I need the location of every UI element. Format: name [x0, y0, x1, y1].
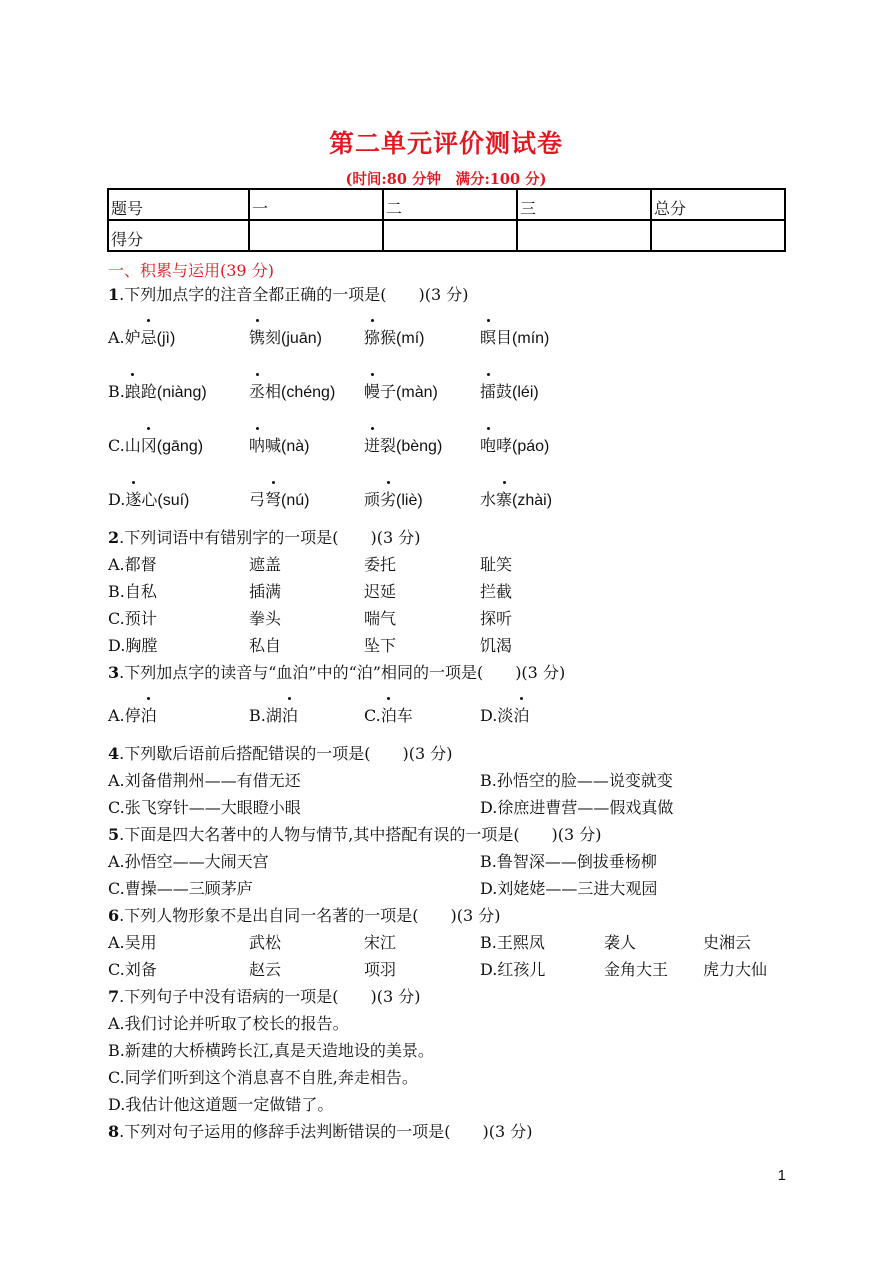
score-cell[interactable] [517, 220, 651, 251]
page-number: 1 [777, 1167, 786, 1184]
option-text: (zhài) [512, 492, 553, 509]
q6-option-word: A.吴用 [108, 933, 157, 952]
q1-option-item [108, 489, 189, 512]
option-text: 子 [380, 382, 397, 401]
score-header-cell: 三 [517, 189, 651, 220]
q6-option-word: D.红孩儿 [480, 960, 546, 979]
q1-option-item [249, 381, 335, 404]
q2-option-word: B.自私 [108, 582, 157, 601]
dotted-character: 泊 [513, 706, 530, 725]
q6-option-word: 宋江 [364, 933, 397, 952]
dotted-character: 冈 [140, 436, 157, 455]
q6-option-word: 袭人 [604, 933, 637, 952]
q1-option-item [480, 381, 539, 404]
option-text: (bèng) [396, 438, 443, 455]
dotted-character: 猕 [364, 328, 381, 347]
option-text: (mín) [512, 330, 550, 347]
score-table [107, 188, 786, 252]
option-text: (nà) [281, 438, 310, 455]
option-text: (nú) [281, 492, 310, 509]
page-title: 第二单元评价测试卷 [328, 129, 563, 158]
q4-option-c: C.张飞穿针——大眼瞪小眼 [108, 798, 301, 817]
q3-option [108, 705, 157, 727]
q2-option-word: 饥渴 [480, 636, 513, 655]
dotted-character: 瞑 [480, 328, 497, 347]
q2-option-word: 遮盖 [249, 555, 282, 574]
q1-option-item [480, 327, 549, 350]
option-text: (chéng) [281, 384, 336, 401]
q4-option-d: D.徐庶进曹营——假戏真做 [480, 798, 674, 817]
q2-option-word: 探听 [480, 609, 513, 628]
option-text: 哮 [496, 436, 513, 455]
question-5: 5.下面是四大名著中的人物与情节,其中搭配有误的一项是( )(3 分) [108, 825, 602, 844]
question-8: 8.下列对句子运用的修辞手法判断错误的一项是( )(3 分) [108, 1122, 533, 1141]
option-text: 猴 [380, 328, 397, 347]
dotted-character: 丞 [249, 382, 266, 401]
option-text: 相 [265, 382, 282, 401]
q2-option-word: 私自 [249, 636, 282, 655]
option-letter: A. [108, 328, 125, 347]
q1-option-item [480, 489, 552, 512]
q2-option-word: D.胸膛 [108, 636, 158, 655]
q7-option-a: A.我们讨论并听取了校长的报告。 [108, 1014, 349, 1033]
option-text: 水 [480, 490, 497, 509]
option-text: (suí) [157, 492, 190, 509]
option-text: (juān) [281, 330, 322, 347]
option-text: 弓 [249, 490, 266, 509]
score-table-header-row [108, 189, 785, 220]
option-text: (páo) [512, 438, 550, 455]
q1-option-item [249, 435, 309, 458]
q5-option-c: C.曹操——三顾茅庐 [108, 879, 253, 898]
option-text: (gāng) [156, 438, 204, 455]
option-text: 心 [141, 490, 158, 509]
q1-option-item [249, 327, 322, 350]
dotted-character: 幔 [364, 382, 381, 401]
option-text: 喊 [265, 436, 282, 455]
dotted-character: 泊 [380, 706, 397, 725]
score-cell[interactable] [651, 220, 785, 251]
q5-option-d: D.刘姥姥——三进大观园 [480, 879, 658, 898]
q5-option-a: A.孙悟空——大闹天宫 [108, 852, 269, 871]
score-table-score-row [108, 220, 785, 251]
q1-option-item [108, 381, 207, 404]
q7-option-d: D.我估计他这道题一定做错了。 [108, 1095, 334, 1114]
q1-option-item [364, 435, 442, 458]
option-text: 鼓 [496, 382, 513, 401]
question-7: 7.下列句子中没有语病的一项是( )(3 分) [108, 987, 421, 1006]
dotted-character: 劣 [380, 490, 397, 509]
q6-option-word: 项羽 [364, 960, 397, 979]
q1-option-item [364, 327, 424, 350]
q6-option-word: B.王熙凤 [480, 933, 545, 952]
q1-option-item [364, 381, 438, 404]
q2-option-word: 坠下 [364, 636, 397, 655]
q1-option-item [480, 435, 549, 458]
q6-option-word: C.刘备 [108, 960, 157, 979]
option-letter: D. [108, 490, 126, 509]
question-6: 6.下列人物形象不是出自同一名著的一项是( )(3 分) [108, 906, 501, 925]
score-header-cell: 总分 [651, 189, 785, 220]
score-header-cell: 一 [249, 189, 383, 220]
q3-option [480, 705, 529, 727]
q2-option-word: 插满 [249, 582, 282, 601]
q3-option [249, 705, 298, 727]
option-text: (mí) [396, 330, 425, 347]
option-letter: C. [108, 436, 125, 455]
option-letter: D. [480, 706, 498, 725]
q1-option-item [249, 489, 309, 512]
dotted-character: 迸 [364, 436, 381, 455]
section-heading: 一、积累与运用(39 分) [108, 261, 274, 280]
q6-option-word: 金角大王 [604, 960, 669, 979]
option-text: 刻 [265, 328, 282, 347]
question-3: 3.下列加点字的读音与“血泊”中的“泊”相同的一项是( )(3 分) [108, 663, 566, 682]
question-2: 2.下列词语中有错别字的一项是( )(3 分) [108, 528, 421, 547]
option-text: 山 [124, 436, 141, 455]
q2-option-word: 委托 [364, 555, 397, 574]
option-text: (màn) [396, 384, 438, 401]
option-text: (léi) [512, 384, 539, 401]
option-text: 妒 [124, 328, 141, 347]
dotted-character: 寨 [496, 490, 513, 509]
q1-option-item [108, 327, 175, 350]
q2-option-word: A.都督 [108, 555, 157, 574]
dotted-character: 踉 [124, 382, 141, 401]
q2-option-word: 拦截 [480, 582, 513, 601]
score-cell[interactable] [249, 220, 383, 251]
option-letter: B. [108, 382, 125, 401]
score-header-cell: 题号 [108, 189, 249, 220]
q5-option-b: B.鲁智深——倒拔垂杨柳 [480, 852, 657, 871]
option-text: 顽 [364, 490, 381, 509]
q7-option-b: B.新建的大桥横跨长江,真是天造地设的美景。 [108, 1041, 434, 1060]
option-letter: B. [249, 706, 266, 725]
option-text: 车 [396, 706, 413, 725]
q2-option-word: 迟延 [364, 582, 397, 601]
dotted-character: 忌 [140, 328, 157, 347]
dotted-character: 泊 [140, 706, 157, 725]
q4-option-b: B.孙悟空的脸——说变就变 [480, 771, 673, 790]
q2-option-word: 喘气 [364, 609, 397, 628]
option-text: 湖 [265, 706, 282, 725]
dotted-character: 呐 [249, 436, 266, 455]
option-letter: C. [364, 706, 381, 725]
question-4: 4.下列歇后语前后搭配错误的一项是( )(3 分) [108, 744, 453, 763]
q4-option-a: A.刘备借荆州——有借无还 [108, 771, 301, 790]
dotted-character: 泊 [281, 706, 298, 725]
option-text: 停 [124, 706, 141, 725]
option-text: (jì) [156, 330, 176, 347]
exam-subtitle: (时间:80 分钟 满分:100 分) [345, 171, 547, 188]
option-text: 跄 [140, 382, 157, 401]
q1-option-item [364, 489, 423, 512]
dotted-character: 镌 [249, 328, 266, 347]
option-text: 目 [496, 328, 513, 347]
q2-option-word: 拳头 [249, 609, 282, 628]
option-text: (liè) [396, 492, 423, 509]
option-text: (niàng) [156, 384, 207, 401]
score-cell[interactable] [383, 220, 517, 251]
option-letter: A. [108, 706, 125, 725]
q6-option-word: 赵云 [249, 960, 282, 979]
dotted-character: 遂 [125, 490, 142, 509]
dotted-character: 弩 [265, 490, 282, 509]
q6-option-word: 武松 [249, 933, 282, 952]
q6-option-word: 史湘云 [703, 933, 752, 952]
q1-option-item [108, 435, 203, 458]
option-text: 淡 [497, 706, 514, 725]
q6-option-word: 虎力大仙 [703, 960, 768, 979]
score-row-label: 得分 [108, 220, 249, 251]
q7-option-c: C.同学们听到这个消息喜不自胜,奔走相告。 [108, 1068, 418, 1087]
q2-option-word: 耻笑 [480, 555, 513, 574]
q3-option [364, 705, 413, 727]
dotted-character: 擂 [480, 382, 497, 401]
question-1: 1.下列加点字的注音全都正确的一项是( )(3 分) [108, 285, 469, 304]
q2-option-word: C.预计 [108, 609, 157, 628]
option-text: 裂 [380, 436, 397, 455]
score-header-cell: 二 [383, 189, 517, 220]
dotted-character: 咆 [480, 436, 497, 455]
